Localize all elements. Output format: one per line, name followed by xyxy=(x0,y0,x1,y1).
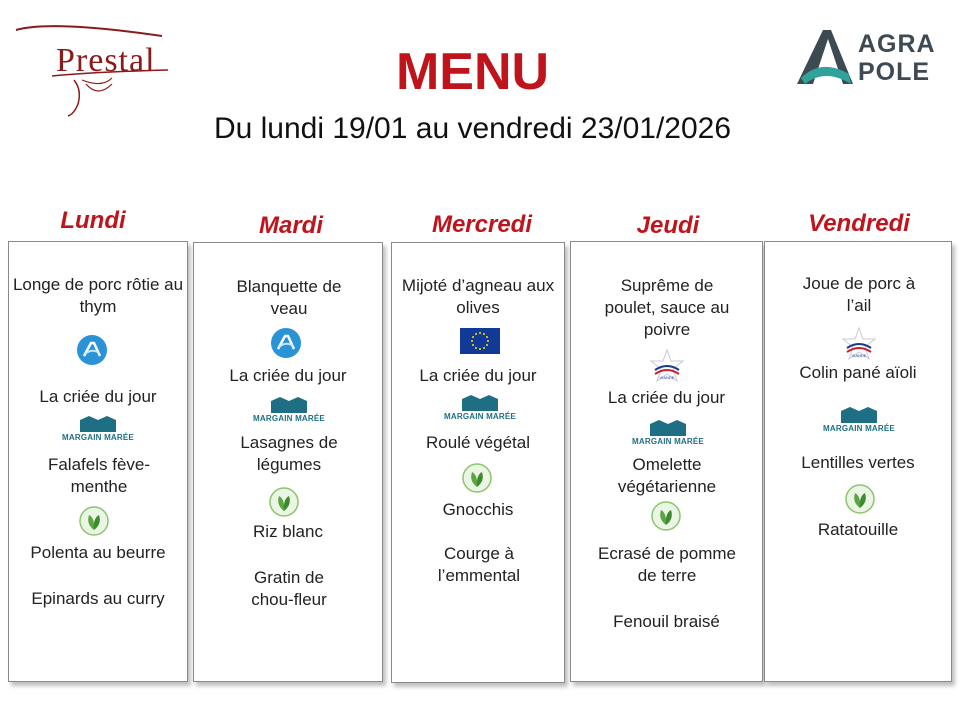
menu-item: Blanquette de veau xyxy=(236,277,342,318)
menu-item: Polenta au beurre xyxy=(30,543,166,562)
menu-item: Riz blanc xyxy=(253,522,323,541)
viande-francaise-icon xyxy=(841,326,877,367)
margain-maree-logo xyxy=(816,405,902,433)
menu-item: Gratin de chou-fleur xyxy=(251,568,327,609)
margain-maree-logo xyxy=(437,393,523,421)
margain-maree-label: MARGAIN MARÉE xyxy=(444,412,516,421)
menu-item: Epinards au curry xyxy=(31,589,165,608)
menu-item: Longe de porc rôtie au thym xyxy=(12,275,184,316)
menu-item: Ratatouille xyxy=(817,520,899,539)
day-title-mercredi: Mercredi xyxy=(431,211,533,238)
margain-maree-logo xyxy=(625,418,711,446)
menu-item: La criée du jour xyxy=(419,366,537,385)
menu-item: Lasagnes de légumes xyxy=(240,433,338,474)
menu-item: Omelette végétarienne xyxy=(617,455,717,496)
margain-maree-label: MARGAIN MARÉE xyxy=(253,414,325,423)
svg-text:VIANDE: VIANDE xyxy=(659,375,675,380)
day-column-lundi xyxy=(8,241,188,682)
menu-item: Falafels fève-menthe xyxy=(47,455,151,496)
menu-item: Mijoté d’agneau aux olives xyxy=(401,276,555,317)
menu-item: Lentilles vertes xyxy=(801,453,915,472)
agrapole-origin-icon xyxy=(76,334,108,371)
margain-maree-logo xyxy=(246,395,332,423)
vegetarian-leaf-icon xyxy=(269,487,299,522)
menu-item: Roulé végétal xyxy=(426,433,530,452)
margain-maree-label: MARGAIN MARÉE xyxy=(632,437,704,446)
menu-item: La criée du jour xyxy=(607,388,726,407)
agrapole-logo-line1: AGRA xyxy=(858,30,936,58)
menu-item: Ecrasé de pomme de terre xyxy=(598,544,736,585)
menu-item: La criée du jour xyxy=(229,366,347,385)
menu-item: Colin pané aïoli xyxy=(799,363,917,382)
day-title-mardi: Mardi xyxy=(258,212,323,239)
viande-francaise-icon xyxy=(649,348,685,389)
margain-maree-label: MARGAIN MARÉE xyxy=(62,433,134,442)
prestal-logo-text: Prestal xyxy=(56,42,156,79)
menu-item: Joue de porc à l’ail xyxy=(802,274,916,315)
menu-item: Fenouil braisé xyxy=(613,612,720,631)
vegetarian-leaf-icon xyxy=(462,463,492,498)
day-column-jeudi xyxy=(570,241,763,682)
day-title-lundi: Lundi xyxy=(60,207,126,234)
menu-item: Courge à l’emmental xyxy=(437,544,521,585)
day-title-jeudi: Jeudi xyxy=(636,212,700,239)
page-subtitle: Du lundi 19/01 au vendredi 23/01/2026 xyxy=(213,112,732,145)
day-column-mardi xyxy=(193,242,383,682)
menu-item: La criée du jour xyxy=(39,387,157,406)
menu-item: Suprême de poulet, sauce au poivre xyxy=(604,276,730,339)
agrapole-origin-icon xyxy=(270,327,302,364)
margain-maree-logo xyxy=(55,414,141,442)
eu-flag-icon xyxy=(460,328,500,359)
svg-text:VIANDE: VIANDE xyxy=(851,353,867,358)
day-column-mercredi xyxy=(391,242,565,683)
vegetarian-leaf-icon xyxy=(651,501,681,536)
vegetarian-leaf-icon xyxy=(845,484,875,519)
vegetarian-leaf-icon xyxy=(79,506,109,541)
page-title: MENU xyxy=(395,43,550,101)
day-title-vendredi: Vendredi xyxy=(808,210,910,237)
day-column-vendredi xyxy=(764,241,952,682)
agrapole-logo-line2: POLE xyxy=(858,58,931,86)
margain-maree-label: MARGAIN MARÉE xyxy=(823,424,895,433)
menu-item: Gnocchis xyxy=(442,500,514,519)
